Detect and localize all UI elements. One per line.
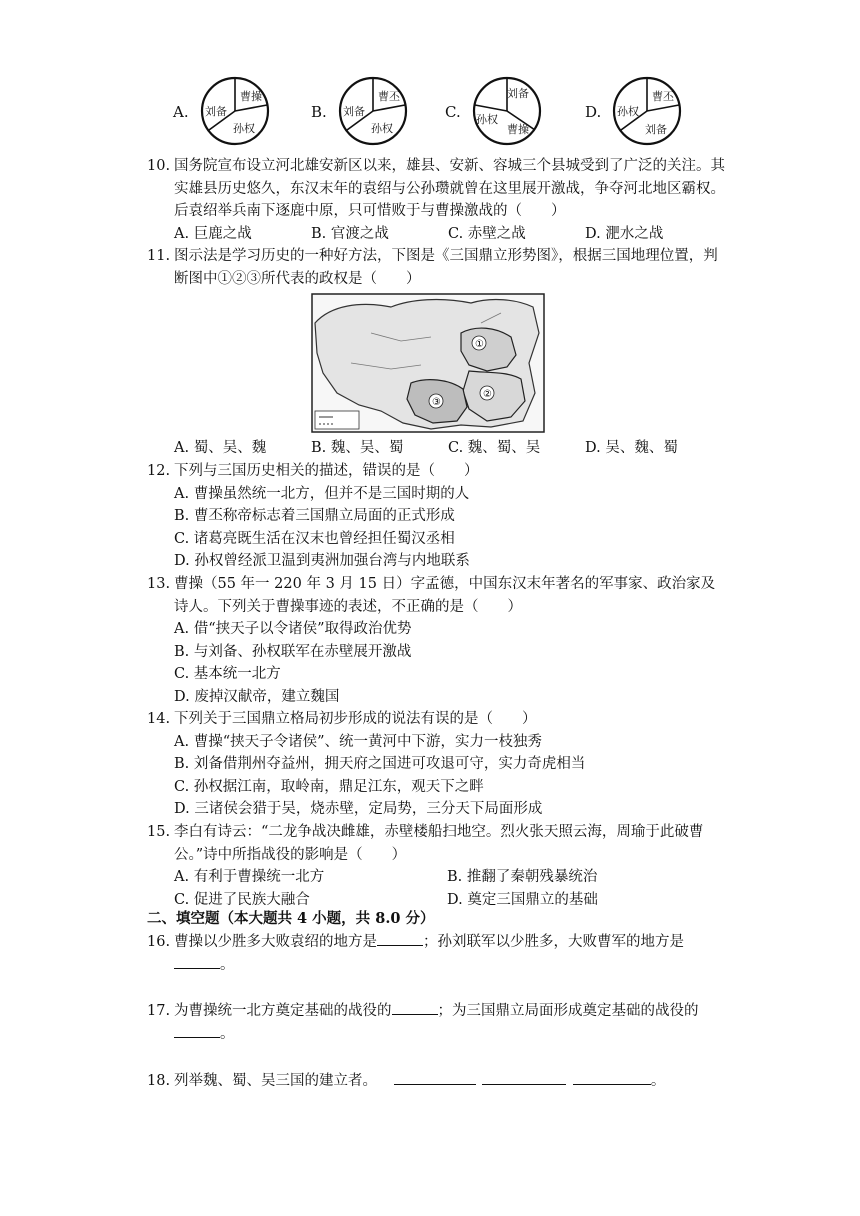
option-b[interactable]: B. 与刘备、孙权联军在赤壁展开激战 [174, 643, 412, 660]
answer-options [174, 223, 727, 246]
option-a[interactable]: A. 曹操“挟天子令诸侯”、统一黄河中下游，实力一枝独秀 [174, 733, 543, 750]
option-c[interactable]: C. 孙权据江南，取岭南，鼎足江东，观天下之畔 [174, 778, 484, 795]
question-text-part: 列举魏、蜀、吴三国的建立者。 [174, 1073, 377, 1089]
option-d[interactable]: D. 孙权曾经派卫温到夷洲加强台湾与内地联系 [174, 553, 470, 570]
answer-blank[interactable] [174, 1023, 220, 1038]
section-heading: 二、填空题（本大题共 4 小题，共 8.0 分） [147, 910, 435, 927]
map-region-1 [461, 328, 516, 371]
question-number: 15. [147, 824, 171, 840]
question-number: 17. [147, 1003, 171, 1019]
option-c[interactable]: C. 基本统一北方 [174, 666, 281, 683]
question-text [174, 931, 727, 976]
option-a[interactable]: A. 巨鹿之战 [174, 225, 252, 242]
pie-slice-label: 刘备 [645, 123, 667, 136]
answer-options [174, 437, 727, 460]
pie-slice-label: 曹操 [507, 123, 529, 136]
question-text: 李白有诗云：“二龙争战决雌雄，赤壁楼船扫地空。烈火张天照云海，周瑜于此破曹公。”诗中所指战役的影响是（ ） [174, 824, 704, 863]
question-text-part: 。 [220, 1025, 235, 1042]
question-text-part: ；孙刘联军以少胜多，大败曹军的地方是 [423, 934, 684, 950]
question-13 [147, 573, 727, 709]
map-mark-1: ① [475, 339, 484, 350]
pie-slice-label: 刘备 [205, 105, 227, 118]
question-text: 下列与三国历史相关的描述，错误的是（ ） [174, 463, 479, 479]
answer-blank[interactable] [377, 931, 423, 946]
three-kingdoms-map [311, 293, 545, 433]
answer-blank[interactable] [573, 1070, 651, 1085]
question-number: 18. [147, 1073, 171, 1089]
option-label: A. [173, 103, 189, 121]
option-b[interactable]: B. 刘备借荆州夺益州，拥天府之国进可攻退可守，实力奇虎相当 [174, 756, 586, 773]
question-text: 图示法是学习历史的一种好方法，下图是《三国鼎立形势图》，根据三国地理位置，判断图中①②③所代表的政权是（ ） [174, 248, 718, 287]
question-18 [147, 1070, 727, 1093]
question-text [174, 1000, 727, 1045]
question-number: 14. [147, 711, 171, 727]
question-number: 10. [147, 158, 171, 174]
option-a[interactable]: A. 曹操虽然统一北方，但并不是三国时期的人 [174, 485, 470, 502]
question-15 [147, 821, 727, 911]
option-d[interactable]: D. 三诸侯会猎于吴，烧赤壁，定局势，三分天下局面形成 [174, 801, 543, 818]
question-11-options [147, 437, 727, 460]
question-number: 13. [147, 576, 171, 592]
answer-blank[interactable] [392, 1000, 438, 1015]
pie-chart-icon [195, 75, 275, 147]
question-text: 曹操（55 年一 220 年 3 月 15 日）字孟德，中国东汉末年著名的军事家、政治家及诗人。下列关于曹操事迹的表述，不正确的是（ ） [174, 576, 716, 615]
answer-blank[interactable] [394, 1070, 476, 1085]
pie-slice-label: 孙权 [476, 113, 498, 126]
question-text-part: ；为三国鼎立局面形成奠定基础的战役的 [437, 1003, 699, 1019]
pie-slice-label: 刘备 [343, 105, 365, 118]
map-legend-box [315, 411, 359, 429]
question-12 [147, 460, 727, 573]
option-label: D. [585, 103, 602, 121]
question-text: 下列关于三国鼎立格局初步形成的说法有误的是（ ） [174, 711, 537, 727]
option-a[interactable]: A. 有利于曹操统一北方 [174, 869, 325, 886]
option-b[interactable]: B. 官渡之战 [311, 225, 389, 242]
map-mark-3: ③ [432, 397, 441, 408]
option-b[interactable]: B. 曹丕称帝标志着三国鼎立局面的正式形成 [174, 508, 455, 525]
question-number: 11. [147, 248, 171, 264]
question-text-part: 曹操以少胜多大败袁绍的地方是 [174, 934, 377, 950]
question-text-part: 为曹操统一北方奠定基础的战役的 [174, 1003, 392, 1019]
question-10 [147, 155, 727, 245]
option-b[interactable]: B. 推翻了秦朝残暴统治 [447, 869, 598, 886]
pie-slice-label: 孙权 [233, 122, 255, 135]
question-11 [147, 245, 727, 290]
option-c[interactable]: C. 赤壁之战 [448, 225, 526, 242]
question-number: 12. [147, 463, 171, 479]
question-16 [147, 931, 727, 976]
question-text: 国务院宣布设立河北雄安新区以来，雄县、安新、容城三个县城受到了广泛的关注。其实雄县历史悠久，东汉末年的袁绍与公孙瓒就曾在这里展开激战，争夺河北地区霸权。后袁绍举兵南下逐鹿中原，只可惜败于与曹操激战的（ ） [174, 158, 725, 220]
option-b[interactable]: B. 魏、吴、蜀 [311, 440, 404, 456]
pie-chart-icon [607, 75, 687, 147]
option-c[interactable]: C. 魏、蜀、吴 [448, 440, 541, 456]
option-d[interactable]: D. 吴、魏、蜀 [585, 440, 678, 456]
question-text-part: 。 [220, 956, 235, 973]
answer-options [174, 866, 727, 911]
pie-slice-label: 刘备 [507, 87, 529, 100]
option-d[interactable]: D. 淝水之战 [585, 225, 664, 242]
option-d[interactable]: D. 废掉汉献帝，建立魏国 [174, 688, 340, 705]
pie-slice-label: 孙权 [617, 105, 639, 118]
option-c[interactable]: C. 诸葛亮既生活在汉末也曾经担任蜀汉丞相 [174, 530, 455, 547]
answer-blank[interactable] [174, 954, 220, 969]
option-label: B. [311, 103, 327, 121]
pie-chart-icon [333, 75, 413, 147]
option-label: C. [445, 103, 461, 121]
pie-slice-label: 孙权 [371, 122, 393, 135]
pie-slice-label: 曹丕 [378, 90, 400, 103]
option-a[interactable]: A. 借“挟天子以令诸侯”取得政治优势 [174, 621, 412, 638]
pie-slice-label: 曹操 [240, 90, 262, 103]
pie-slice-label: 曹丕 [652, 90, 674, 103]
pie-chart-icon [467, 75, 547, 147]
question-text-part: 。 [650, 1073, 666, 1089]
q9-pie-options [173, 75, 713, 150]
option-d[interactable]: D. 奠定三国鼎立的基础 [447, 891, 598, 908]
option-c[interactable]: C. 促进了民族大融合 [174, 891, 310, 908]
question-text [174, 1070, 727, 1093]
answer-blank[interactable] [482, 1070, 566, 1085]
question-14 [147, 708, 727, 821]
question-17 [147, 1000, 727, 1045]
option-a[interactable]: A. 蜀、吴、魏 [174, 440, 267, 456]
question-number: 16. [147, 934, 171, 950]
map-mark-2: ② [483, 389, 492, 400]
